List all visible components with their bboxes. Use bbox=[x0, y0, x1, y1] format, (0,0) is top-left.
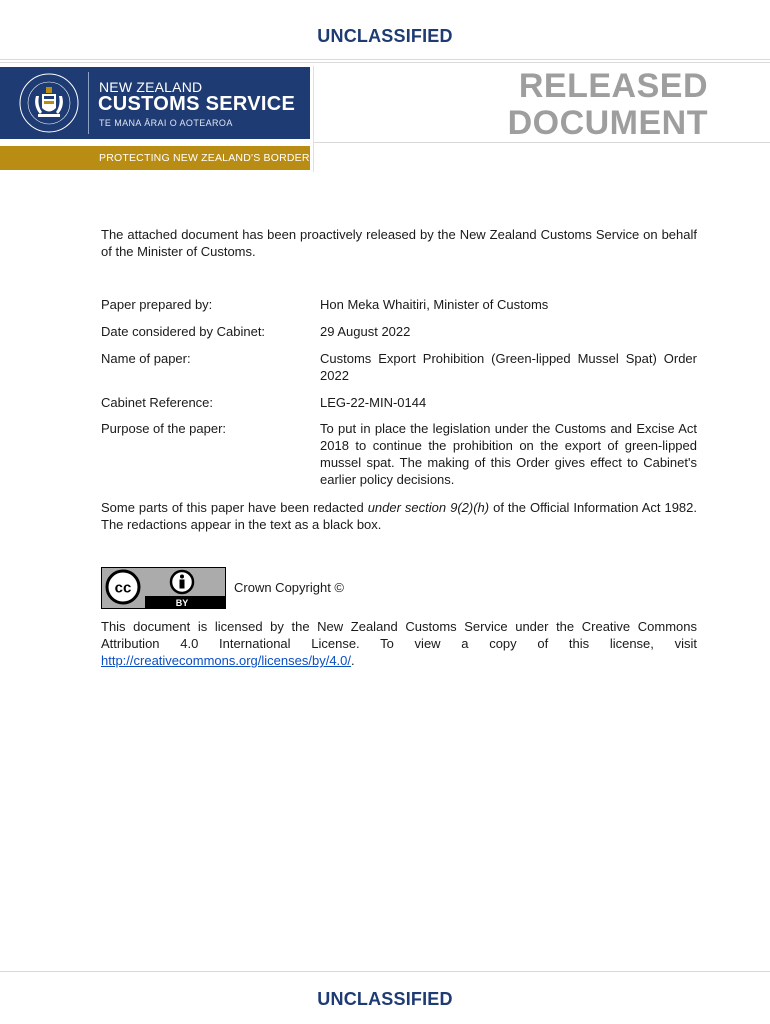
cc-badge-text: cc bbox=[114, 579, 132, 597]
detail-value: To put in place the legislation under the Customs and Excise Act 2018 to continue the prohibition on the export of green-lipped mussel spat. The making of this Order gives effect to Cabinet's earlier policy decisions. bbox=[320, 421, 697, 487]
stamp-rule bbox=[314, 142, 770, 143]
crown-copyright: Crown Copyright © bbox=[234, 580, 345, 595]
logo-tagline: PROTECTING NEW ZEALAND'S BORDER bbox=[99, 152, 310, 164]
intro-paragraph: The attached document has been proactively released by the New Zealand Customs Service on behalf of the Minister of Customs. bbox=[101, 227, 697, 259]
coat-of-arms-icon bbox=[18, 72, 80, 134]
detail-label: Cabinet Reference: bbox=[101, 395, 214, 410]
stamp-line-2: DOCUMENT bbox=[507, 104, 708, 142]
creative-commons-icon bbox=[101, 567, 226, 609]
cc-by-badge bbox=[101, 567, 226, 614]
detail-value: 29 August 2022 bbox=[320, 324, 411, 339]
detail-value: Hon Meka Whaitiri, Minister of Customs bbox=[320, 297, 549, 312]
license-end: . bbox=[351, 653, 355, 668]
logo-line-new-zealand: NEW ZEALAND bbox=[99, 79, 203, 95]
redaction-note bbox=[101, 499, 697, 533]
redaction-section: under section 9(2)(h) bbox=[367, 500, 490, 515]
footer-rule bbox=[0, 971, 770, 972]
classification-footer: UNCLASSIFIED bbox=[317, 989, 453, 1009]
header-vertical-rule bbox=[313, 66, 314, 172]
redaction-text-after: of the Official Information Act 1982. The redactions appear in the text as a black box. bbox=[101, 500, 698, 532]
released-document-stamp bbox=[508, 68, 708, 142]
by-badge-text: BY bbox=[175, 598, 189, 608]
detail-value: LEG-22-MIN-0144 bbox=[320, 395, 427, 410]
detail-label: Name of paper: bbox=[101, 351, 191, 366]
classification-header: UNCLASSIFIED bbox=[317, 26, 453, 46]
license-link[interactable]: http://creativecommons.org/licenses/by/4.0/ bbox=[101, 653, 352, 668]
header-rule-2 bbox=[0, 62, 770, 63]
detail-label: Date considered by Cabinet: bbox=[101, 324, 266, 339]
license-paragraph bbox=[101, 618, 697, 669]
stamp-line-1: RELEASED bbox=[518, 67, 708, 105]
logo-divider bbox=[88, 72, 89, 134]
logo-line-customs-service: CUSTOMS SERVICE bbox=[98, 93, 296, 115]
detail-label: Paper prepared by: bbox=[101, 297, 213, 312]
redaction-text-before: Some parts of this paper have been redacted bbox=[101, 500, 368, 515]
logo-line-maori: TE MANA ĀRAI O AOTEAROA bbox=[99, 118, 233, 128]
header-rule bbox=[0, 59, 770, 60]
detail-label: Purpose of the paper: bbox=[101, 421, 227, 436]
detail-value: Customs Export Prohibition (Green-lipped Mussel Spat) Order 2022 bbox=[320, 351, 697, 383]
license-text: This document is licensed by the New Zealand Customs Service under the Creative Commons Attribution 4.0 International License. To view a copy of this license, visit bbox=[101, 619, 697, 651]
